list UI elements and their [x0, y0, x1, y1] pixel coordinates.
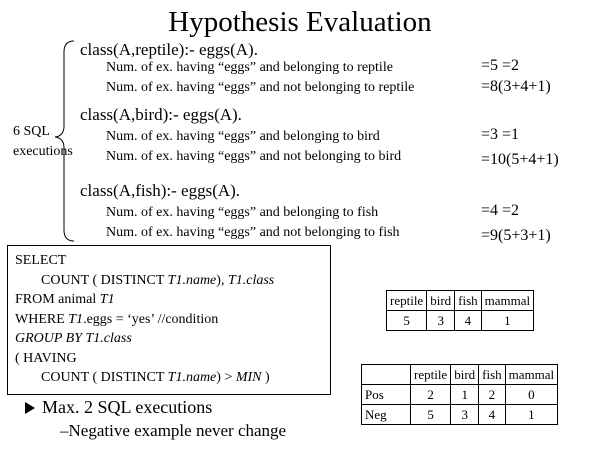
- rule-bird-cond-neg: Num. of ex. having “eggs” and not belonging to bird: [106, 149, 402, 164]
- value-cell: 4: [455, 311, 482, 331]
- header-cell: reptile: [387, 291, 427, 311]
- table-row: [387, 311, 534, 331]
- value-cell: 1: [481, 311, 534, 331]
- sql-line-having: ( HAVING: [15, 350, 77, 366]
- header-cell: fish: [479, 365, 506, 385]
- sql-line-where: [15, 310, 330, 330]
- header-cell: mammal: [481, 291, 534, 311]
- sql-line-having-count: [15, 368, 330, 388]
- rule-reptile-head: class(A,reptile):- eggs(A).: [80, 40, 258, 59]
- pos-neg-table: [361, 364, 558, 425]
- sql-text: FROM animal: [15, 292, 100, 307]
- sql-text: .eggs = ‘yes’ //condition: [83, 311, 219, 327]
- corner-cell: [362, 365, 411, 385]
- rule-reptile-cond-neg: Num. of ex. having “eggs” and not belonging to reptile: [106, 80, 415, 95]
- header-cell: fish: [455, 291, 482, 311]
- sql-line-groupby: [15, 329, 330, 349]
- value-cell: 3: [427, 311, 455, 331]
- rule-fish-cond-neg: Num. of ex. having “eggs” and not belonging to fish: [106, 225, 400, 240]
- sql-text: ): [261, 370, 270, 385]
- sql-text: ),: [216, 272, 228, 288]
- sql-italic: T1.class: [227, 272, 275, 288]
- table-row: [362, 405, 558, 425]
- header-cell: mammal: [505, 365, 558, 385]
- sql-text: COUNT ( DISTINCT: [41, 370, 168, 385]
- sql-line-select: SELECT: [15, 253, 67, 268]
- rule-fish-val-neg: =9(5+3+1): [481, 227, 551, 244]
- rule-bird-head: class(A,bird):- eggs(A).: [80, 105, 242, 124]
- header-cell: reptile: [411, 365, 451, 385]
- bullet-icon: [24, 401, 36, 415]
- value-cell: 1: [505, 405, 558, 425]
- bullet-sub: –Negative example never change: [60, 421, 287, 440]
- table-row: [362, 385, 558, 405]
- sql-text: COUNT ( DISTINCT: [41, 272, 168, 288]
- rule-reptile-cond-pos: Num. of ex. having “eggs” and belonging to reptile: [106, 60, 393, 75]
- sql-italic: T1.name: [167, 370, 217, 385]
- sql-italic: MIN: [235, 370, 262, 385]
- value-cell: 2: [411, 385, 451, 405]
- row-label-pos: Pos: [362, 385, 411, 405]
- value-cell: 5: [387, 311, 427, 331]
- value-cell: 1: [451, 385, 479, 405]
- sql-italic: T1: [68, 311, 84, 327]
- rule-fish-cond-pos: Num. of ex. having “eggs” and belonging to fish: [106, 205, 379, 220]
- rule-reptile-val-neg: =8(3+4+1): [481, 78, 551, 95]
- sql-line-count: [15, 271, 330, 291]
- rule-reptile-val-pos: =5 =2: [481, 57, 520, 74]
- value-cell: 3: [451, 405, 479, 425]
- sql-query-box: [7, 245, 331, 395]
- sql-line-from: [15, 290, 330, 310]
- rule-bird-val-neg: =10(5+4+1): [481, 151, 559, 168]
- side-label-executions: executions: [13, 144, 73, 159]
- table-header-row: [362, 365, 558, 385]
- class-count-table: [386, 290, 534, 331]
- row-label-neg: Neg: [362, 405, 411, 425]
- curly-brace-icon: [52, 40, 76, 242]
- value-cell: 5: [411, 405, 451, 425]
- sql-text: WHERE: [15, 311, 69, 327]
- sql-text: ) >: [216, 370, 236, 385]
- rule-bird-val-pos: =3 =1: [481, 126, 520, 143]
- value-cell: 4: [479, 405, 506, 425]
- side-label-count: 6 SQL: [13, 124, 50, 139]
- header-cell: bird: [427, 291, 455, 311]
- value-cell: 2: [479, 385, 506, 405]
- rule-fish-head: class(A,fish):- eggs(A).: [80, 181, 241, 200]
- slide-title: Hypothesis Evaluation: [168, 6, 432, 38]
- header-cell: bird: [451, 365, 479, 385]
- bullet-main: Max. 2 SQL executions: [42, 397, 213, 417]
- sql-italic: T1.name: [167, 272, 217, 288]
- rule-fish-val-pos: =4 =2: [481, 202, 520, 219]
- value-cell: 0: [505, 385, 558, 405]
- sql-italic: T1: [99, 292, 115, 307]
- table-header-row: [387, 291, 534, 311]
- sql-italic: GROUP BY T1.class: [15, 331, 132, 346]
- rule-bird-cond-pos: Num. of ex. having “eggs” and belonging to bird: [106, 129, 380, 144]
